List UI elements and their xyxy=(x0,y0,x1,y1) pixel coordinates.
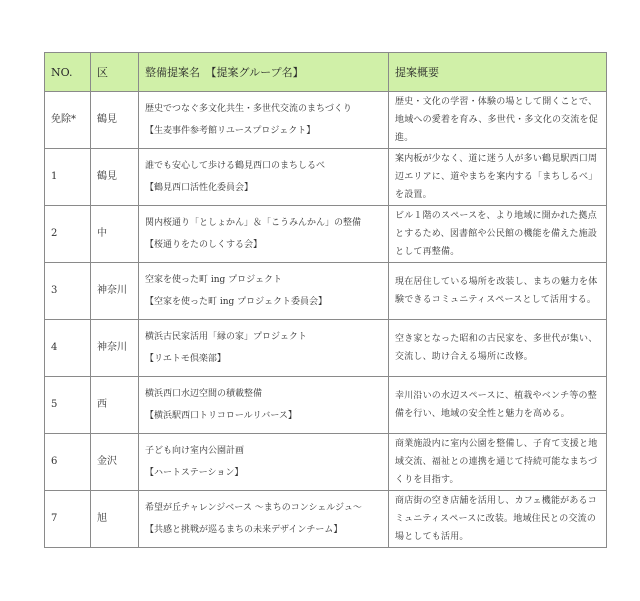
cell-ward: 旭 xyxy=(91,491,139,548)
cell-ward: 鶴見 xyxy=(91,149,139,206)
cell-no: 2 xyxy=(45,206,91,263)
proposal-group: 【横浜駅西口トリコロールリバース】 xyxy=(145,411,297,421)
proposal-group: 【リエトモ倶楽部】 xyxy=(145,354,226,364)
cell-ward: 中 xyxy=(91,206,139,263)
cell-name xyxy=(139,377,389,434)
header-ward: 区 xyxy=(91,53,139,92)
proposal-name: 子ども向け室内公園計画 xyxy=(145,446,245,456)
cell-summary: 商店街の空き店舗を活用し、カフェ機能があるコミュニティスペースに改装。地域住民との交流の場としても活用。 xyxy=(389,491,607,548)
proposal-name: 歴史でつなぐ多文化共生・多世代交流のまちづくり xyxy=(145,104,352,114)
cell-ward: 鶴見 xyxy=(91,92,139,149)
cell-summary: 幸川沿いの水辺スペースに、植栽やベンチ等の整備を行い、地域の安全性と魅力を高める。 xyxy=(389,377,607,434)
proposal-name: 空家を使った町 ing プロジェクト xyxy=(145,275,282,285)
cell-ward: 西 xyxy=(91,377,139,434)
proposal-table-container xyxy=(44,52,606,548)
proposal-group: 【空家を使った町 ing プロジェクト委員会】 xyxy=(145,297,327,307)
table-row xyxy=(45,92,607,149)
cell-summary: 歴史・文化の学習・体験の場として開くことで、地域への愛着を育み、多世代・多文化の交流を促進。 xyxy=(389,92,607,149)
cell-name xyxy=(139,263,389,320)
table-row xyxy=(45,206,607,263)
cell-no: 3 xyxy=(45,263,91,320)
cell-no: 4 xyxy=(45,320,91,377)
table-row xyxy=(45,263,607,320)
table-row xyxy=(45,377,607,434)
cell-name xyxy=(139,206,389,263)
cell-no: 免除* xyxy=(45,92,91,149)
cell-no: 5 xyxy=(45,377,91,434)
cell-no: 6 xyxy=(45,434,91,491)
proposal-name: 誰でも安心して歩ける鶴見西口のまちしるべ xyxy=(145,161,326,171)
cell-no: 1 xyxy=(45,149,91,206)
table-row xyxy=(45,491,607,548)
table-row xyxy=(45,434,607,491)
cell-summary: 案内板が少なく、道に迷う人が多い鶴見駅西口周辺エリアに、道やまちを案内する「まちしるべ」を設置。 xyxy=(389,149,607,206)
cell-summary: ビル１階のスペースを、より地域に開かれた拠点とするため、図書館や公民館の機能を備えた施設として再整備。 xyxy=(389,206,607,263)
cell-ward: 神奈川 xyxy=(91,263,139,320)
proposal-name: 横浜西口水辺空間の積載整備 xyxy=(145,389,263,399)
proposal-group: 【鶴見西口活性化委員会】 xyxy=(145,183,254,193)
cell-ward: 金沢 xyxy=(91,434,139,491)
proposal-group: 【桜通りをたのしくする会】 xyxy=(145,240,263,250)
cell-ward: 神奈川 xyxy=(91,320,139,377)
proposal-name: 関内桜通り「としょかん」＆「こうみんかん」の整備 xyxy=(145,218,362,228)
proposal-group: 【生麦事件参考館リユースプロジェクト】 xyxy=(145,126,316,136)
proposal-group: 【共感と挑戦が巡るまちの未来デザインチーム】 xyxy=(145,525,343,535)
table-row xyxy=(45,320,607,377)
table-row xyxy=(45,149,607,206)
cell-summary: 現在居住している場所を改装し、まちの魅力を体験できるコミュニティスペースとして活用する。 xyxy=(389,263,607,320)
cell-name xyxy=(139,92,389,149)
header-summary: 提案概要 xyxy=(389,53,607,92)
cell-summary: 空き家となった昭和の古民家を、多世代が集い、交流し、助け合える場所に改修。 xyxy=(389,320,607,377)
cell-name xyxy=(139,320,389,377)
header-no: NO. xyxy=(45,53,91,92)
proposal-name: 横浜古民家活用「縁の家」プロジェクト xyxy=(145,332,307,342)
cell-name xyxy=(139,149,389,206)
cell-summary: 商業施設内に室内公園を整備し、子育て支援と地域交流、福祉との連携を通じて持続可能なまちづくりを目指す。 xyxy=(389,434,607,491)
cell-no: 7 xyxy=(45,491,91,548)
proposal-table xyxy=(44,52,607,548)
cell-name xyxy=(139,434,389,491)
cell-name xyxy=(139,491,389,548)
proposal-name: 希望が丘チャレンジベース 〜まちのコンシェルジュ〜 xyxy=(145,503,362,513)
header-name: 整備提案名 【提案グループ名】 xyxy=(139,53,389,92)
proposal-group: 【ハートステーション】 xyxy=(145,468,244,478)
table-header-row xyxy=(45,53,607,92)
